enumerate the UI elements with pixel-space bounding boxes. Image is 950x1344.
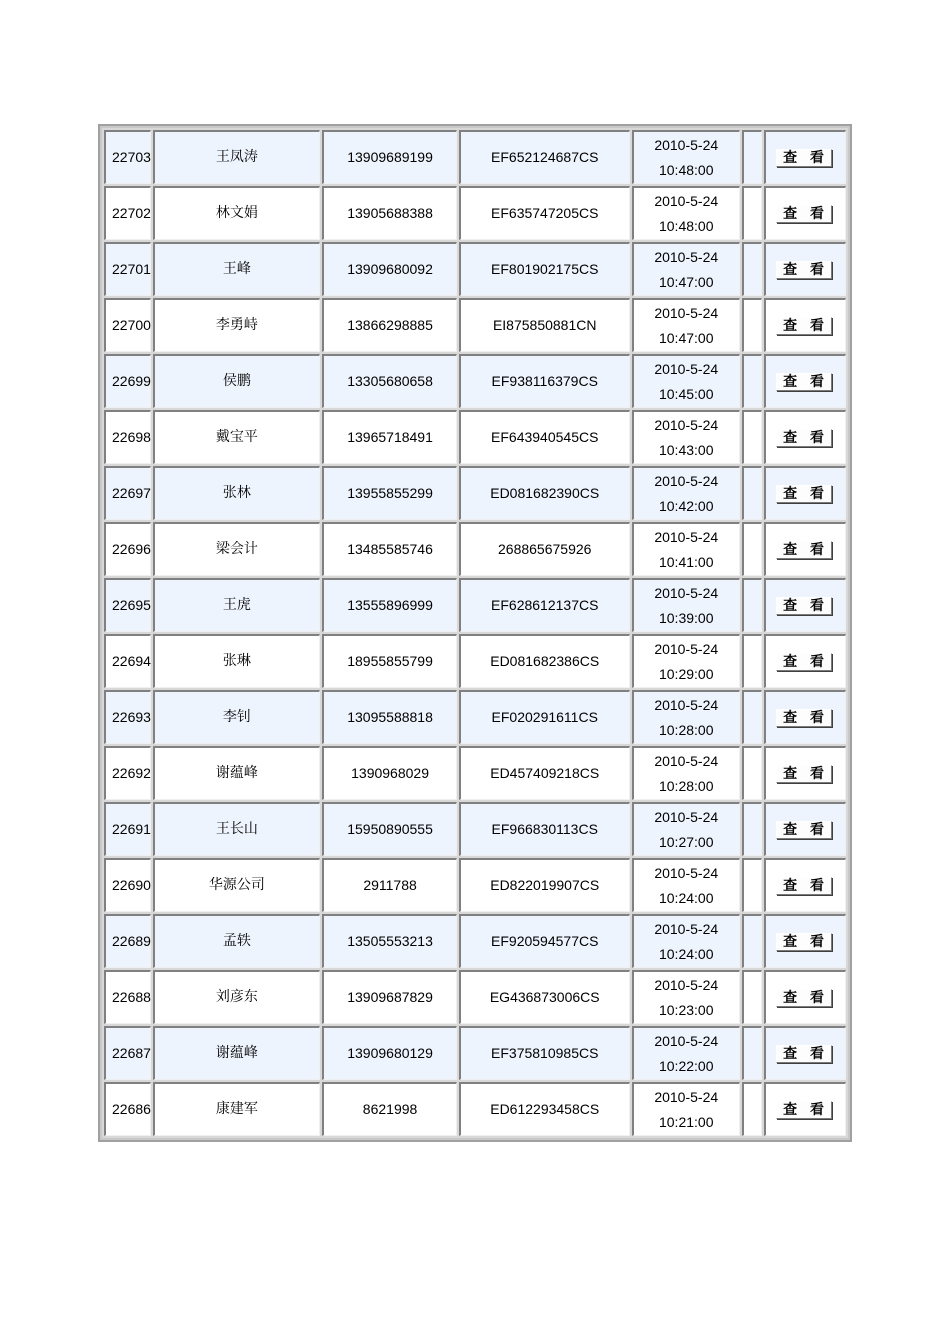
phone-cell <box>322 1082 456 1136</box>
record-id-cell <box>104 242 151 296</box>
record-date: 2010-5-24 <box>654 696 719 713</box>
datetime-cell <box>632 410 740 464</box>
tracking-number: EF635747205CS <box>491 205 599 221</box>
action-cell <box>764 746 846 800</box>
record-time: 10:24:00 <box>658 889 714 906</box>
record-id-cell <box>104 690 151 744</box>
tracking-number: EF652124687CS <box>491 149 599 165</box>
record-id: 22689 <box>112 933 151 949</box>
datetime-cell <box>632 466 740 520</box>
tracking-cell <box>459 466 630 520</box>
table-row <box>104 130 846 184</box>
empty-cell <box>742 1082 762 1136</box>
view-button[interactable]: 查 看 <box>776 149 832 167</box>
record-time: 10:48:00 <box>658 217 714 234</box>
customer-name: 王峰 <box>222 261 251 277</box>
tracking-cell <box>459 242 630 296</box>
empty-cell <box>742 522 762 576</box>
tracking-cell <box>459 130 630 184</box>
phone-number: 13965718491 <box>347 429 433 445</box>
record-date: 2010-5-24 <box>654 584 719 601</box>
phone-cell <box>322 354 456 408</box>
datetime-cell <box>632 1082 740 1136</box>
customer-name-cell <box>153 690 321 744</box>
record-id-cell <box>104 354 151 408</box>
table-row <box>104 970 846 1024</box>
record-time: 10:28:00 <box>658 777 714 794</box>
view-button[interactable]: 查 看 <box>776 485 832 503</box>
tracking-number: EF643940545CS <box>491 429 599 445</box>
phone-cell <box>322 242 456 296</box>
tracking-number: ED822019907CS <box>490 877 600 893</box>
phone-cell <box>322 690 456 744</box>
empty-cell <box>742 690 762 744</box>
record-id: 22695 <box>112 597 151 613</box>
record-date: 2010-5-24 <box>654 864 719 881</box>
tracking-number: EF920594577CS <box>491 933 599 949</box>
empty-cell <box>742 130 762 184</box>
action-cell <box>764 298 846 352</box>
record-id-cell <box>104 858 151 912</box>
record-time: 10:22:00 <box>658 1057 714 1074</box>
action-cell <box>764 410 846 464</box>
tracking-cell <box>459 578 630 632</box>
tracking-cell <box>459 914 630 968</box>
datetime-cell <box>632 802 740 856</box>
customer-name: 李钊 <box>222 709 251 725</box>
table-row <box>104 242 846 296</box>
record-time: 10:45:00 <box>658 385 714 402</box>
tracking-number: EF628612137CS <box>491 597 599 613</box>
record-id-cell <box>104 970 151 1024</box>
empty-cell <box>742 802 762 856</box>
datetime-cell <box>632 970 740 1024</box>
record-id: 22692 <box>112 765 151 781</box>
tracking-cell <box>459 970 630 1024</box>
record-time: 10:47:00 <box>658 329 714 346</box>
action-cell <box>764 690 846 744</box>
empty-cell <box>742 298 762 352</box>
record-date: 2010-5-24 <box>654 136 719 153</box>
records-table-body <box>104 130 846 1136</box>
tracking-cell <box>459 634 630 688</box>
customer-name-cell <box>153 746 321 800</box>
empty-cell <box>742 970 762 1024</box>
record-id: 22697 <box>112 485 151 501</box>
datetime-cell <box>632 914 740 968</box>
empty-cell <box>742 858 762 912</box>
record-date: 2010-5-24 <box>654 304 719 321</box>
phone-cell <box>322 410 456 464</box>
phone-number: 13095588818 <box>347 709 433 725</box>
record-date: 2010-5-24 <box>654 360 719 377</box>
datetime-cell <box>632 242 740 296</box>
tracking-cell <box>459 410 630 464</box>
phone-number: 13909689199 <box>347 149 433 165</box>
record-date: 2010-5-24 <box>654 248 719 265</box>
customer-name-cell <box>153 634 321 688</box>
record-date: 2010-5-24 <box>654 416 719 433</box>
action-cell <box>764 858 846 912</box>
record-id-cell <box>104 298 151 352</box>
view-button[interactable]: 查 看 <box>776 933 832 951</box>
view-button[interactable]: 查 看 <box>776 317 832 335</box>
record-date: 2010-5-24 <box>654 528 719 545</box>
record-date: 2010-5-24 <box>654 1032 719 1049</box>
action-cell <box>764 802 846 856</box>
table-row <box>104 466 846 520</box>
customer-name: 李勇峙 <box>215 317 258 333</box>
table-row <box>104 634 846 688</box>
record-id-cell <box>104 1082 151 1136</box>
record-date: 2010-5-24 <box>654 640 719 657</box>
record-id-cell <box>104 130 151 184</box>
tracking-cell <box>459 186 630 240</box>
record-id-cell <box>104 466 151 520</box>
record-time: 10:43:00 <box>658 441 714 458</box>
record-time: 10:23:00 <box>658 1001 714 1018</box>
phone-number: 15950890555 <box>347 821 433 837</box>
customer-name-cell <box>153 130 321 184</box>
phone-cell <box>322 1026 456 1080</box>
empty-cell <box>742 1026 762 1080</box>
customer-name-cell <box>153 410 321 464</box>
datetime-cell <box>632 1026 740 1080</box>
phone-number: 13505553213 <box>347 933 433 949</box>
customer-name-cell <box>153 1082 321 1136</box>
empty-cell <box>742 186 762 240</box>
tracking-cell <box>459 522 630 576</box>
record-date: 2010-5-24 <box>654 808 719 825</box>
record-id-cell <box>104 522 151 576</box>
customer-name: 谢蕴峰 <box>215 1045 258 1061</box>
action-cell <box>764 914 846 968</box>
customer-name-cell <box>153 914 321 968</box>
record-id: 22698 <box>112 429 151 445</box>
customer-name: 刘彦东 <box>215 989 258 1005</box>
record-id-cell <box>104 914 151 968</box>
view-button[interactable]: 查 看 <box>776 261 832 279</box>
phone-cell <box>322 522 456 576</box>
table-row <box>104 858 846 912</box>
record-id-cell <box>104 1026 151 1080</box>
view-button[interactable]: 查 看 <box>776 709 832 727</box>
action-cell <box>764 634 846 688</box>
phone-cell <box>322 746 456 800</box>
phone-cell <box>322 186 456 240</box>
action-cell <box>764 466 846 520</box>
records-table <box>102 128 848 1138</box>
phone-cell <box>322 802 456 856</box>
table-row <box>104 914 846 968</box>
action-cell <box>764 1082 846 1136</box>
datetime-cell <box>632 858 740 912</box>
record-time: 10:42:00 <box>658 497 714 514</box>
phone-cell <box>322 298 456 352</box>
customer-name-cell <box>153 858 321 912</box>
empty-cell <box>742 914 762 968</box>
tracking-number: EG436873006CS <box>489 989 600 1005</box>
view-button[interactable]: 查 看 <box>776 1101 832 1119</box>
action-cell <box>764 130 846 184</box>
phone-number: 18955855799 <box>347 653 433 669</box>
record-date: 2010-5-24 <box>654 192 719 209</box>
customer-name-cell <box>153 242 321 296</box>
view-button[interactable]: 查 看 <box>776 597 832 615</box>
record-id: 22691 <box>112 821 151 837</box>
record-id: 22688 <box>112 989 151 1005</box>
view-button[interactable]: 查 看 <box>776 373 832 391</box>
view-button[interactable]: 查 看 <box>776 429 832 447</box>
empty-cell <box>742 578 762 632</box>
customer-name: 张琳 <box>222 653 251 669</box>
phone-cell <box>322 914 456 968</box>
phone-cell <box>322 970 456 1024</box>
phone-number: 13955855299 <box>347 485 433 501</box>
tracking-cell <box>459 858 630 912</box>
view-button[interactable]: 查 看 <box>776 765 832 783</box>
datetime-cell <box>632 130 740 184</box>
tracking-cell <box>459 802 630 856</box>
customer-name: 王长山 <box>215 821 258 837</box>
record-time: 10:28:00 <box>658 721 714 738</box>
tracking-number: EF801902175CS <box>491 261 599 277</box>
tracking-number: EF966830113CS <box>491 821 598 837</box>
table-row <box>104 1082 846 1136</box>
table-row <box>104 1026 846 1080</box>
tracking-number: EI875850881CN <box>492 317 597 333</box>
customer-name: 谢蕴峰 <box>215 765 258 781</box>
customer-name: 华源公司 <box>208 877 265 893</box>
phone-number: 2911788 <box>363 877 417 893</box>
table-row <box>104 690 846 744</box>
record-id-cell <box>104 746 151 800</box>
record-id-cell <box>104 186 151 240</box>
action-cell <box>764 242 846 296</box>
record-date: 2010-5-24 <box>654 1088 719 1105</box>
tracking-number: EF938116379CS <box>491 373 598 389</box>
table-row <box>104 746 846 800</box>
customer-name-cell <box>153 802 321 856</box>
record-id: 22694 <box>112 653 151 669</box>
view-button[interactable]: 查 看 <box>776 541 832 559</box>
phone-cell <box>322 578 456 632</box>
phone-number: 13909680129 <box>347 1045 433 1061</box>
phone-number: 13909680092 <box>347 261 433 277</box>
empty-cell <box>742 410 762 464</box>
record-time: 10:47:00 <box>658 273 714 290</box>
phone-number: 8621998 <box>362 1101 418 1117</box>
phone-number: 13866298885 <box>347 317 433 333</box>
record-date: 2010-5-24 <box>654 920 719 937</box>
record-id-cell <box>104 578 151 632</box>
tracking-cell <box>459 354 630 408</box>
record-time: 10:27:00 <box>658 833 714 850</box>
datetime-cell <box>632 634 740 688</box>
datetime-cell <box>632 522 740 576</box>
action-cell <box>764 522 846 576</box>
phone-number: 13905688388 <box>347 205 433 221</box>
table-row <box>104 186 846 240</box>
view-button[interactable]: 查 看 <box>776 877 832 895</box>
record-id: 22687 <box>112 1045 151 1061</box>
customer-name: 戴宝平 <box>215 429 258 445</box>
record-time: 10:29:00 <box>658 665 714 682</box>
table-row <box>104 298 846 352</box>
record-time: 10:21:00 <box>658 1113 714 1130</box>
empty-cell <box>742 354 762 408</box>
record-id: 22702 <box>112 205 151 221</box>
phone-number: 13305680658 <box>347 373 433 389</box>
customer-name: 王凤涛 <box>215 149 258 165</box>
record-id: 22703 <box>112 149 151 165</box>
datetime-cell <box>632 746 740 800</box>
customer-name-cell <box>153 1026 321 1080</box>
customer-name-cell <box>153 354 321 408</box>
table-row <box>104 578 846 632</box>
customer-name: 张林 <box>222 485 251 501</box>
tracking-cell <box>459 1026 630 1080</box>
view-button[interactable]: 查 看 <box>776 821 832 839</box>
record-id: 22700 <box>112 317 151 333</box>
table-row <box>104 802 846 856</box>
record-id: 22701 <box>112 261 151 277</box>
tracking-number: ED081682386CS <box>490 653 600 669</box>
tracking-cell <box>459 746 630 800</box>
view-button[interactable]: 查 看 <box>776 1045 832 1063</box>
record-id: 22696 <box>112 541 151 557</box>
empty-cell <box>742 466 762 520</box>
phone-cell <box>322 130 456 184</box>
customer-name-cell <box>153 186 321 240</box>
tracking-cell <box>459 1082 630 1136</box>
tracking-cell <box>459 690 630 744</box>
customer-name: 孟轶 <box>222 933 251 949</box>
phone-number: 1390968029 <box>351 765 429 781</box>
record-time: 10:24:00 <box>658 945 714 962</box>
empty-cell <box>742 634 762 688</box>
action-cell <box>764 1026 846 1080</box>
table-row <box>104 354 846 408</box>
record-date: 2010-5-24 <box>654 752 719 769</box>
customer-name-cell <box>153 522 321 576</box>
view-button[interactable]: 查 看 <box>776 989 832 1007</box>
record-time: 10:41:00 <box>658 553 714 570</box>
customer-name: 梁会计 <box>215 541 258 557</box>
datetime-cell <box>632 298 740 352</box>
action-cell <box>764 578 846 632</box>
phone-number: 13555896999 <box>347 597 433 613</box>
datetime-cell <box>632 354 740 408</box>
action-cell <box>764 354 846 408</box>
record-time: 10:48:00 <box>658 161 714 178</box>
customer-name-cell <box>153 970 321 1024</box>
phone-cell <box>322 466 456 520</box>
view-button[interactable]: 查 看 <box>776 205 832 223</box>
customer-name-cell <box>153 578 321 632</box>
record-id: 22690 <box>112 877 151 893</box>
customer-name-cell <box>153 466 321 520</box>
record-id: 22693 <box>112 709 151 725</box>
record-id-cell <box>104 410 151 464</box>
record-id-cell <box>104 802 151 856</box>
customer-name: 王虎 <box>222 597 251 613</box>
customer-name: 林文娟 <box>215 205 258 221</box>
tracking-number: EF375810985CS <box>491 1045 599 1061</box>
table-row <box>104 410 846 464</box>
tracking-cell <box>459 298 630 352</box>
empty-cell <box>742 746 762 800</box>
phone-cell <box>322 858 456 912</box>
view-button[interactable]: 查 看 <box>776 653 832 671</box>
record-date: 2010-5-24 <box>654 472 719 489</box>
phone-number: 13485585746 <box>347 541 433 557</box>
phone-cell <box>322 634 456 688</box>
datetime-cell <box>632 186 740 240</box>
tracking-number: ED457409218CS <box>490 765 600 781</box>
records-table-container <box>98 124 852 1142</box>
customer-name: 康建军 <box>215 1101 258 1117</box>
datetime-cell <box>632 578 740 632</box>
record-date: 2010-5-24 <box>654 976 719 993</box>
record-id: 22686 <box>112 1101 151 1117</box>
record-id-cell <box>104 634 151 688</box>
record-id: 22699 <box>112 373 151 389</box>
tracking-number: 268865675926 <box>498 541 592 557</box>
tracking-number: ED081682390CS <box>490 485 600 501</box>
action-cell <box>764 186 846 240</box>
customer-name: 侯鹏 <box>222 373 251 389</box>
phone-number: 13909687829 <box>347 989 433 1005</box>
datetime-cell <box>632 690 740 744</box>
empty-cell <box>742 242 762 296</box>
record-time: 10:39:00 <box>658 609 714 626</box>
tracking-number: EF020291611CS <box>491 709 598 725</box>
customer-name-cell <box>153 298 321 352</box>
table-row <box>104 522 846 576</box>
action-cell <box>764 970 846 1024</box>
tracking-number: ED612293458CS <box>490 1101 600 1117</box>
